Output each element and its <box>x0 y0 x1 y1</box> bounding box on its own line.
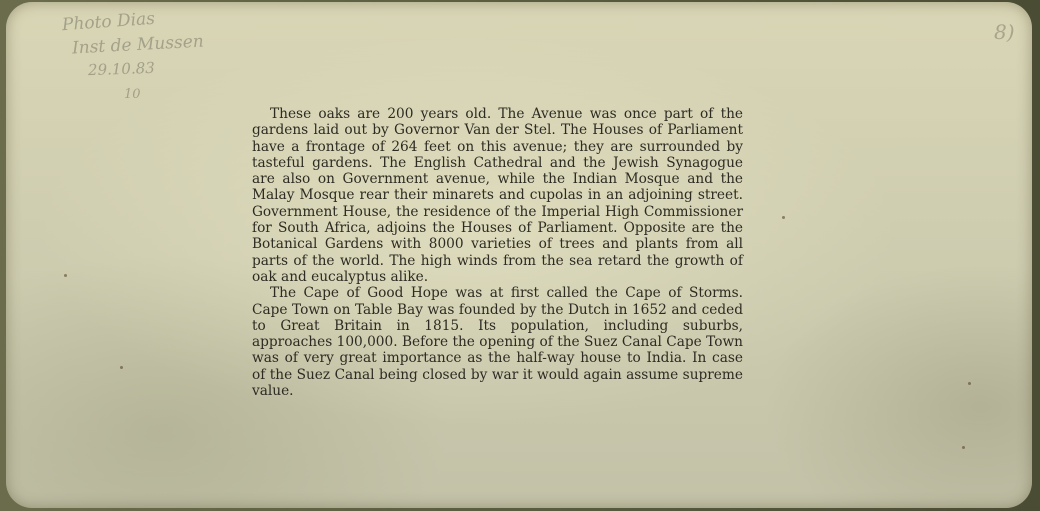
caption-paragraph: These oaks are 200 years old. The Avenue was once part of the gardens laid out by Governor Van der Stel. The Houses of Parliament have a frontage of 264 feet on this avenue; they are surrounded by tasteful gardens. The English Cathedral and the Jewish Synagogue are also on Government avenue, while the Indian Mosque and the Malay Mosque rear their minarets and cupolas in an adjoining street. Government House, the residence of the Imperial High Commissioner for South Africa, adjoins the Houses of Parliament. Opposite are the Botanical Gardens with 8000 varieties of trees and plants from all parts of the world. The high winds from the sea retard the growth of oak and eucalyptus alike. <box>252 106 743 285</box>
pencil-note-line: Photo Dias <box>61 8 156 36</box>
corner-pencil-mark: 8) <box>994 20 1015 44</box>
caption-paragraph: The Cape of Good Hope was at first called the Cape of Storms. Cape Town on Table Bay was founded by the Dutch in 1652 and ceded to Great Britain in 1815. Its population, including suburbs, approaches 100,000. Before the opening of the Suez Canal Cape Town was of very great importance as the half-way house to India. In case of the Suez Canal being closed by war it would again assume supreme value. <box>252 285 743 400</box>
foxing-speck <box>782 216 785 219</box>
pencil-note-number: 10 <box>124 87 141 102</box>
pencil-note-line: Inst de Mussen <box>71 31 205 59</box>
foxing-speck <box>968 382 971 385</box>
pencil-note-date: 29.10.83 <box>87 58 156 80</box>
printed-caption <box>252 106 743 399</box>
foxing-speck <box>64 274 67 277</box>
foxing-speck <box>962 446 965 449</box>
stereoview-card-back <box>6 2 1032 508</box>
foxing-speck <box>120 366 123 369</box>
